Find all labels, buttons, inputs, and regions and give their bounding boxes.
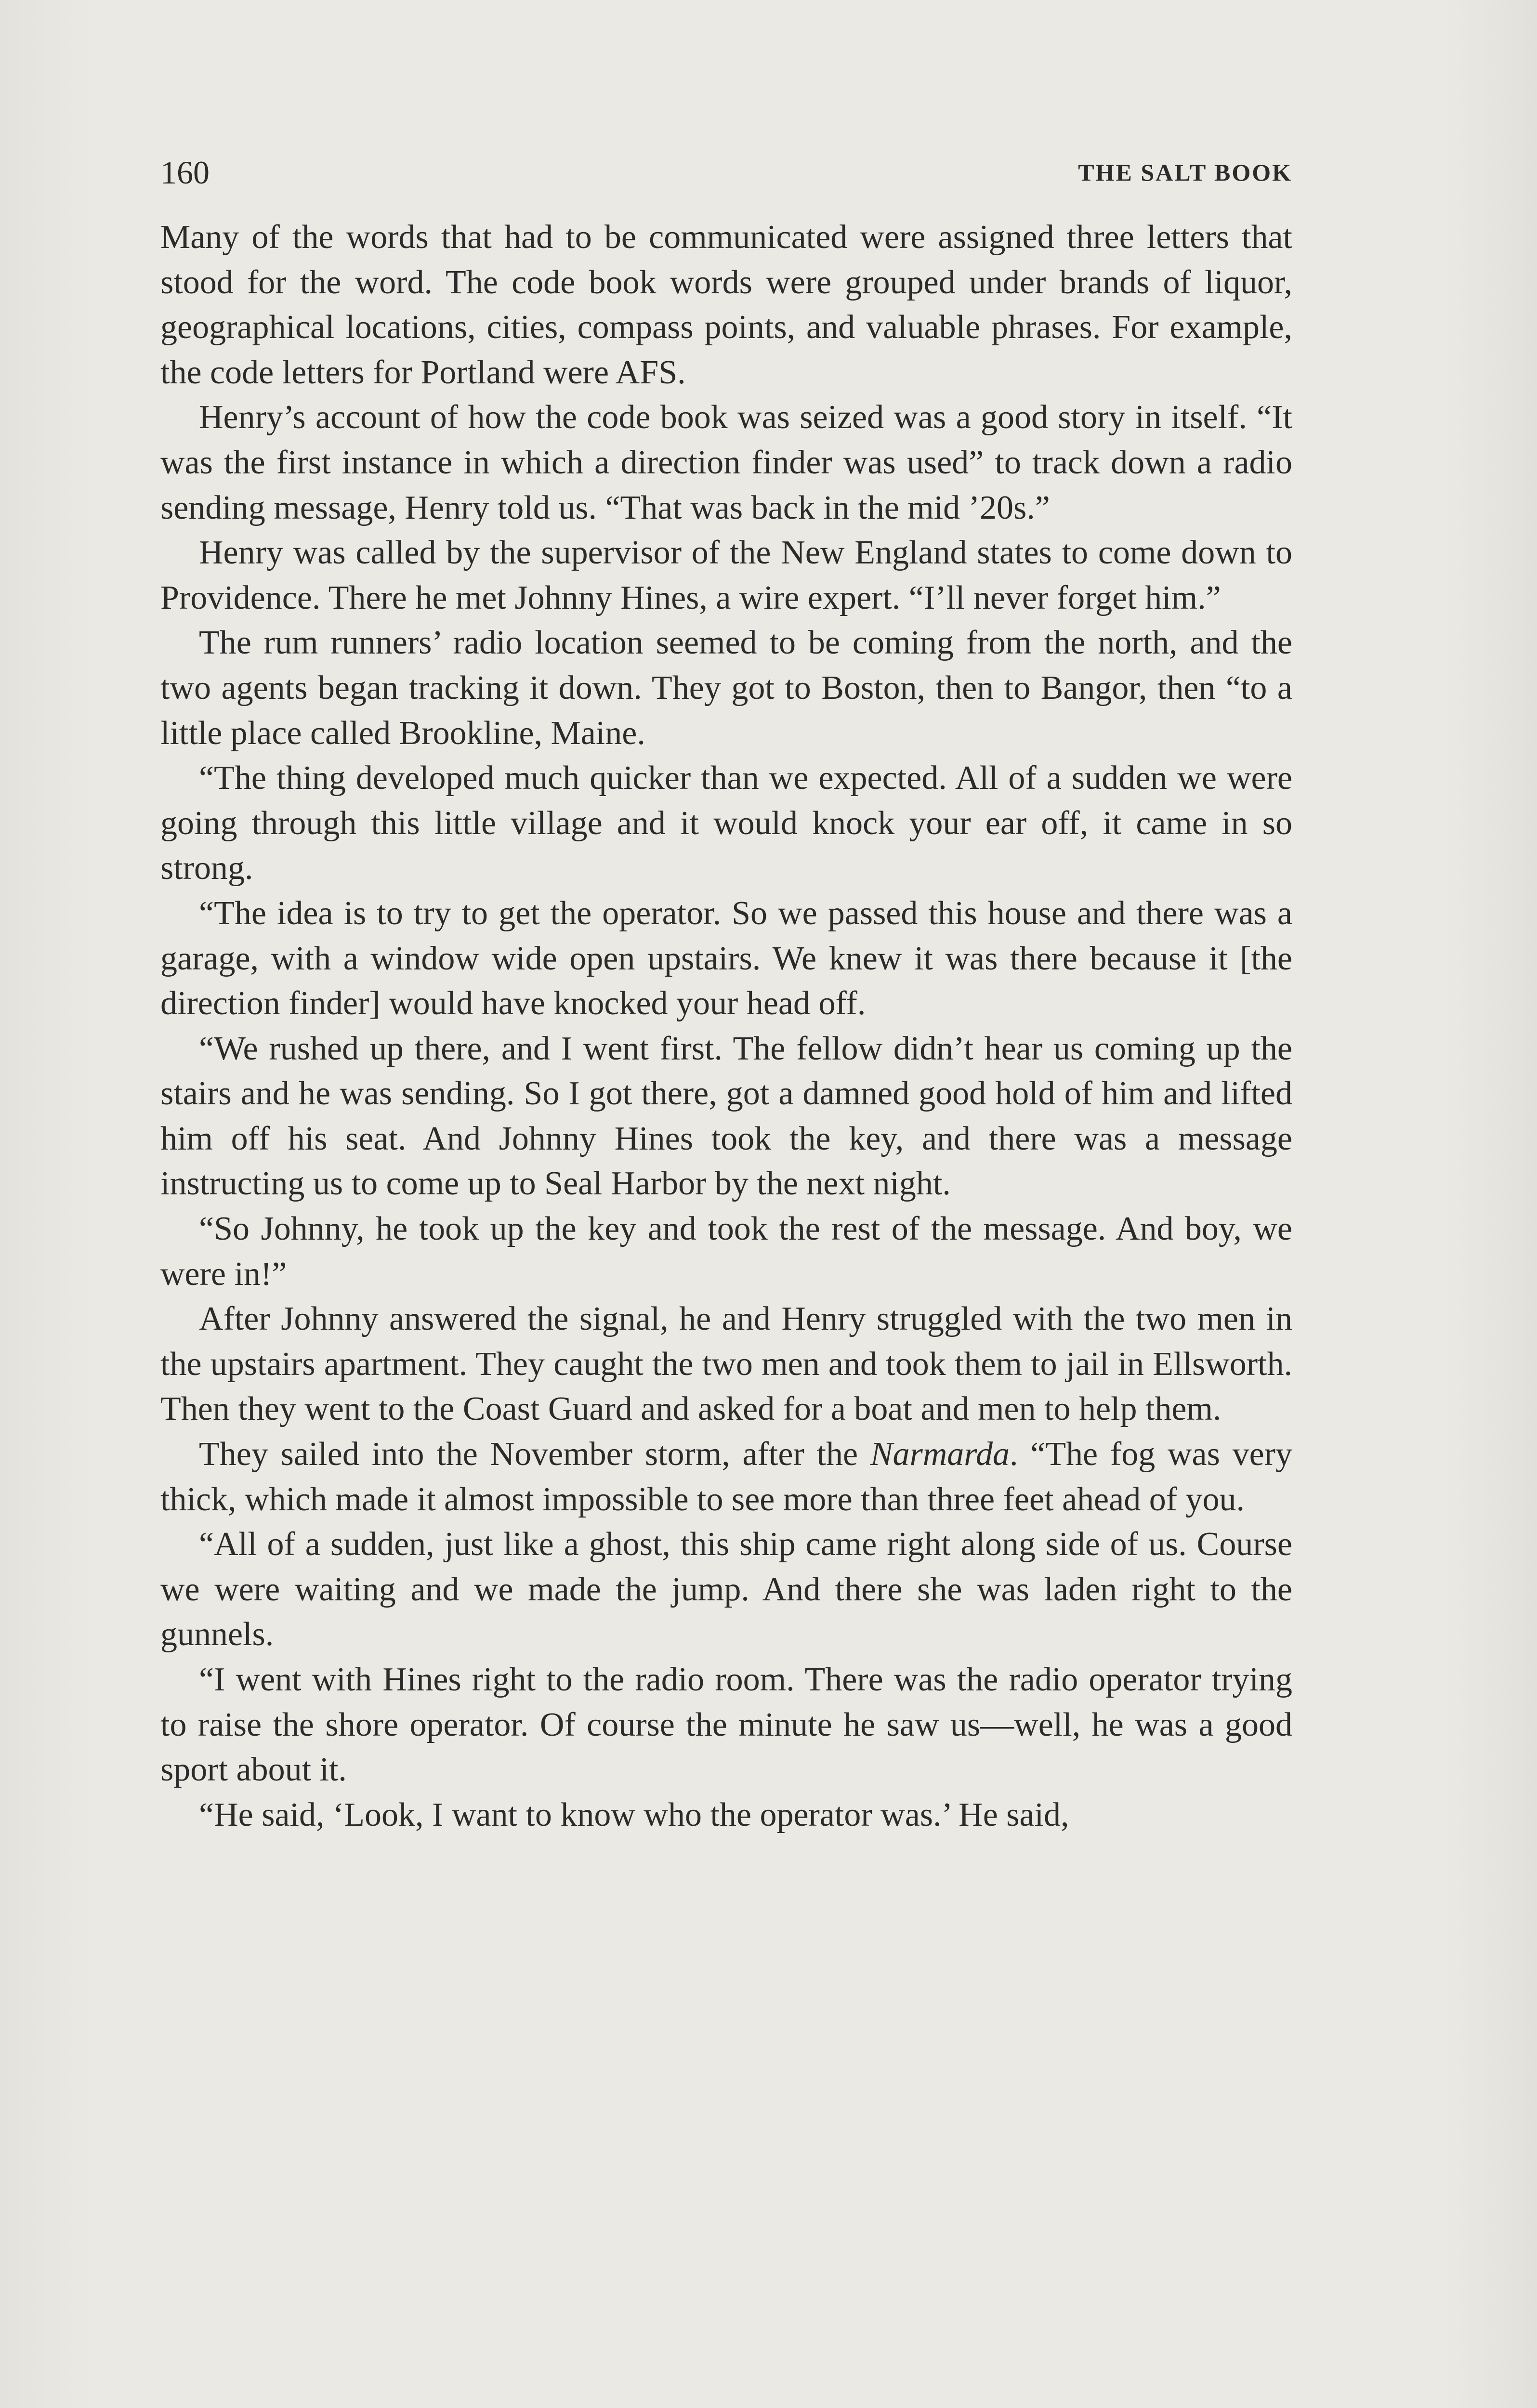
paragraph-text-before: They sailed into the November storm, after the	[199, 1436, 870, 1473]
paragraph: “I went with Hines right to the radio room. There was the radio operator trying to raise the shore operator. Of course the minute he saw us—well, he was a good sport about it.	[160, 1661, 1292, 1789]
paragraph: The rum runners’ radio location seemed to be coming from the north, and the two agents began tracking it down. They got to Boston, then to Bangor, then “to a little place called Brookline, Maine.	[160, 624, 1292, 752]
paragraph: “All of a sudden, just like a ghost, this ship came right along side of us. Course we were waiting and we made the jump. And there she was laden right to the gunnels.	[160, 1526, 1292, 1653]
paragraph: “The idea is to try to get the operator. So we passed this house and there was a garage, with a window wide open upstairs. We knew it was there because it [the direction finder] would have knocked your head off.	[160, 894, 1292, 1022]
paragraph: “So Johnny, he took up the key and took the rest of the message. And boy, we were in!”	[160, 1210, 1292, 1293]
body-text	[160, 215, 1292, 1837]
paragraph-narmarda	[160, 1432, 1292, 1522]
book-title: THE SALT BOOK	[1078, 159, 1292, 186]
running-head	[160, 153, 1292, 192]
paragraph: “We rushed up there, and I went first. The fellow didn’t hear us coming up the stairs and he was sending. So I got there, got a damned good hold of him and lifted him off his seat. And Johnny Hines took the key, and there was a message instructing us to come up to Seal Harbor by the next night.	[160, 1030, 1292, 1203]
paragraph: After Johnny answered the signal, he and Henry struggled with the two men in the upstairs apartment. They caught the two men and took them to jail in Ellsworth. Then they went to the Coast Guard and asked for a boat and men to help them.	[160, 1300, 1292, 1428]
paragraph: “He said, ‘Look, I want to know who the operator was.’ He said,	[199, 1796, 1069, 1833]
paragraph: “The thing developed much quicker than we expected. All of a sudden we were going through this little village and it would knock your ear off, it came in so strong.	[160, 759, 1292, 887]
paragraph: Many of the words that had to be communicated were assigned three letters that stood for the word. The code book words were grouped under brands of liquor, geographical locations, cities, compass points, and valuable phrases. For example, the code letters for Portland were AFS.	[160, 219, 1292, 391]
page-number: 160	[160, 154, 210, 191]
paragraph-text-after: . “The fog was very thick, which made it almost impossible to see more than three feet ahead of you.	[160, 1436, 1292, 1518]
paragraph: Henry was called by the supervisor of the New England states to come down to Providence. There he met Johnny Hines, a wire expert. “I’ll never forget him.”	[160, 534, 1292, 616]
ship-name: Narmarda	[870, 1436, 1010, 1473]
paragraph: Henry’s account of how the code book was seized was a good story in itself. “It was the first instance in which a direction finder was used” to track down a radio sending message, Henry told us. “That was back in the mid ’20s.”	[160, 399, 1292, 526]
